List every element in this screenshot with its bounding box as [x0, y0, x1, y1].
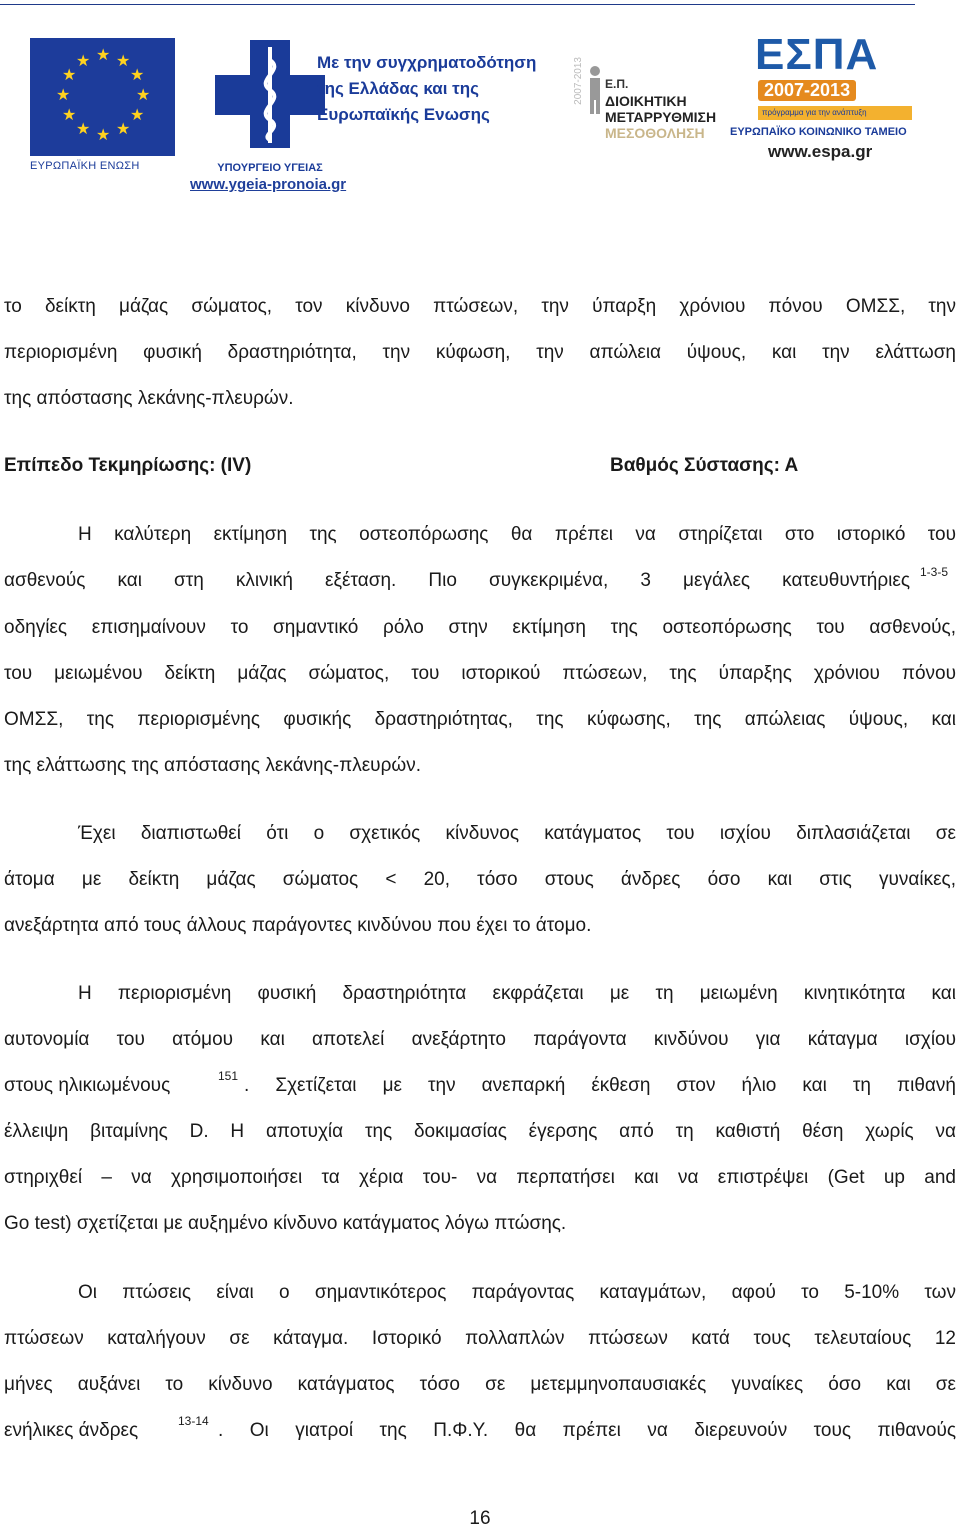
- p5-citation: 13-14: [178, 1414, 209, 1428]
- svg-text:★: ★: [136, 85, 151, 104]
- p2-line-5: ΟΜΣΣ, της περιορισμένης φυσικής δραστηριότητας, της κύφωσης, της απώλειας ύψους, και: [4, 709, 956, 730]
- p1-line-2: περιορισμένη φυσική δραστηριότητα, την κύφωση, την απώλεια ύψους, και την ελάττωση: [4, 342, 956, 363]
- admin-line-2: ΜΕΤΑΡΡΥΘΜΙΣΗ: [605, 109, 717, 125]
- cofund-line-1: Με την συγχρηματοδότηση: [317, 53, 537, 72]
- p2-line-1: Η καλύτερη εκτίμηση της οστεοπόρωσης θα πρέπει να στηρίζεται στο ιστορικό του: [78, 524, 956, 545]
- p5-line-2: πτώσεων καταλήγουν σε κάταγμα. Ιστορικό πολλαπλών πτώσεων κατά τους τελευταίους 12: [4, 1328, 956, 1349]
- svg-text:★: ★: [96, 125, 111, 144]
- svg-text:★: ★: [116, 51, 131, 70]
- p4-line-6: Go test) σχετίζεται με αυξημένο κίνδυνο κατάγματος λόγω πτώσης.: [4, 1213, 567, 1234]
- caduceus-cross-icon: [205, 35, 335, 153]
- p2-line-3: οδηγίες επισημαίνουν το σημαντικό ρόλο στην εκτίμηση της οστεοπόρωσης του ασθενούς,: [4, 617, 956, 638]
- p2-citation: 1-3-5: [920, 565, 949, 579]
- eu-caption: ΕΥΡΩΠΑΪΚΗ ΕΝΩΣΗ: [30, 160, 140, 172]
- ministry-logo: [205, 35, 335, 180]
- p5-line-3: μήνες αυξάνει το κίνδυνο κατάγματος τόσο σε μετεμμηνοπαυσιακές γυναίκες όσο και σε: [4, 1374, 956, 1395]
- svg-text:★: ★: [56, 85, 71, 104]
- ministry-website-link[interactable]: www.ygeia-pronoia.gr: [190, 176, 347, 193]
- header-rule: [0, 4, 915, 5]
- p4-line-2: αυτονομία του ατόμου και αποτελεί ανεξάρτητο παράγοντα κινδύνου για κάταγμα ισχίου: [4, 1029, 956, 1050]
- p5-line-4b: . Οι γιατροί της Π.Φ.Υ. θα πρέπει να διερευνούν τους πιθανούς: [218, 1420, 956, 1441]
- p4-line-3a: στους ηλικιωμένους: [4, 1075, 171, 1096]
- recommendation-grade: Βαθμός Σύστασης: Α: [610, 455, 799, 476]
- ministry-caption: ΥΠΟΥΡΓΕΙΟ ΥΓΕΙΑΣ: [217, 162, 323, 174]
- cofund-line-3: Ευρωπαϊκής Ενωσης: [317, 105, 490, 124]
- p4-line-4: έλλειψη βιταμίνης D. Η αποτυχία της δοκιμασίας έγερσης από τη καθιστή θέση χωρίς να: [4, 1121, 956, 1142]
- p5-line-4a: ενήλικες άνδρες: [4, 1420, 139, 1441]
- p4-citation: 151: [218, 1069, 239, 1083]
- p1-line-1: το δείκτη μάζας σώματος, τον κίνδυνο πτώσεων, την ύπαρξη χρόνιου πόνου ΟΜΣΣ, την: [4, 296, 956, 317]
- p2-line-4: του μειωμένου δείκτη μάζας σώματος, του ιστορικού πτώσεων, της ύπαρξης χρόνιου πόνου: [4, 663, 956, 684]
- admin-line-1: ΔΙΟΙΚΗΤΙΚΗ: [605, 93, 687, 109]
- p3-line-2: άτομα με δείκτη μάζας σώματος < 20, τόσο στους άνδρες όσο και στις γυναίκες,: [4, 869, 956, 890]
- svg-text:★: ★: [116, 119, 131, 138]
- p1-line-3: της απόστασης λεκάνης-πλευρών.: [4, 388, 294, 409]
- espa-url[interactable]: www.espa.gr: [768, 142, 873, 161]
- svg-text:★: ★: [130, 65, 145, 84]
- espa-title: ΕΣΠΑ: [755, 30, 879, 79]
- p2-line-2: ασθενούς και στη κλινική εξέταση. Πιο συγκεκριμένα, 3 μεγάλες κατευθυντήριες: [4, 570, 910, 591]
- espa-fund: ΕΥΡΩΠΑΪΚΟ ΚΟΙΝΩΝΙΚΟ ΤΑΜΕΙΟ: [730, 126, 907, 138]
- svg-text:★: ★: [76, 51, 91, 70]
- svg-text:★: ★: [62, 65, 77, 84]
- admin-reform-logo: [555, 45, 720, 165]
- p2-line-6: της ελάττωσης της απόστασης λεκάνης-πλευρών.: [4, 755, 421, 776]
- cofund-line-2: της Ελλάδας και της: [317, 79, 479, 98]
- admin-line-3: ΜΕΣΟΘΟΛΗΣΗ: [605, 125, 705, 141]
- p5-line-1: Οι πτώσεις είναι ο σημαντικότερος παράγοντας καταγμάτων, αφού το 5-10% των: [78, 1282, 956, 1303]
- p4-line-5: στηριχθεί – να χρησιμοποιήσει τα χέρια του- να περπατήσει και να επιστρέψει (Get up and: [4, 1167, 956, 1188]
- svg-text:★: ★: [130, 105, 145, 124]
- p4-line-3b: . Σχετίζεται με την ανεπαρκή έκθεση στον ήλιο και τη πιθανή: [244, 1075, 956, 1096]
- p3-line-3: ανεξάρτητα από τους άλλους παράγοντες κινδύνου που έχει το άτομο.: [4, 915, 592, 936]
- p3-line-1: Έχει διαπιστωθεί ότι ο σχετικός κίνδυνος κατάγματος του ισχίου διπλασιάζεται σε: [78, 823, 956, 844]
- admin-ep: Ε.Π.: [605, 77, 629, 91]
- p4-line-1: Η περιορισμένη φυσική δραστηριότητα εκφράζεται με τη μειωμένη κινητικότητα και: [78, 983, 956, 1004]
- evidence-level: Επίπεδο Τεκμηρίωσης: (IV): [4, 455, 252, 476]
- eu-logo: [30, 38, 180, 183]
- page-number: 16: [469, 1508, 491, 1529]
- svg-text:★: ★: [76, 119, 91, 138]
- cofunding-text: [317, 50, 557, 128]
- espa-program: πρόγραμμα για την ανάπτυξη: [758, 106, 912, 120]
- eu-flag-icon: [30, 38, 175, 156]
- admin-years: 2007-2013: [573, 57, 584, 105]
- funding-logos: [20, 30, 920, 205]
- svg-text:★: ★: [96, 45, 111, 64]
- person-figure-icon: [587, 65, 603, 115]
- svg-text:★: ★: [62, 105, 77, 124]
- espa-logo: [730, 30, 920, 180]
- espa-years: 2007-2013: [758, 80, 856, 101]
